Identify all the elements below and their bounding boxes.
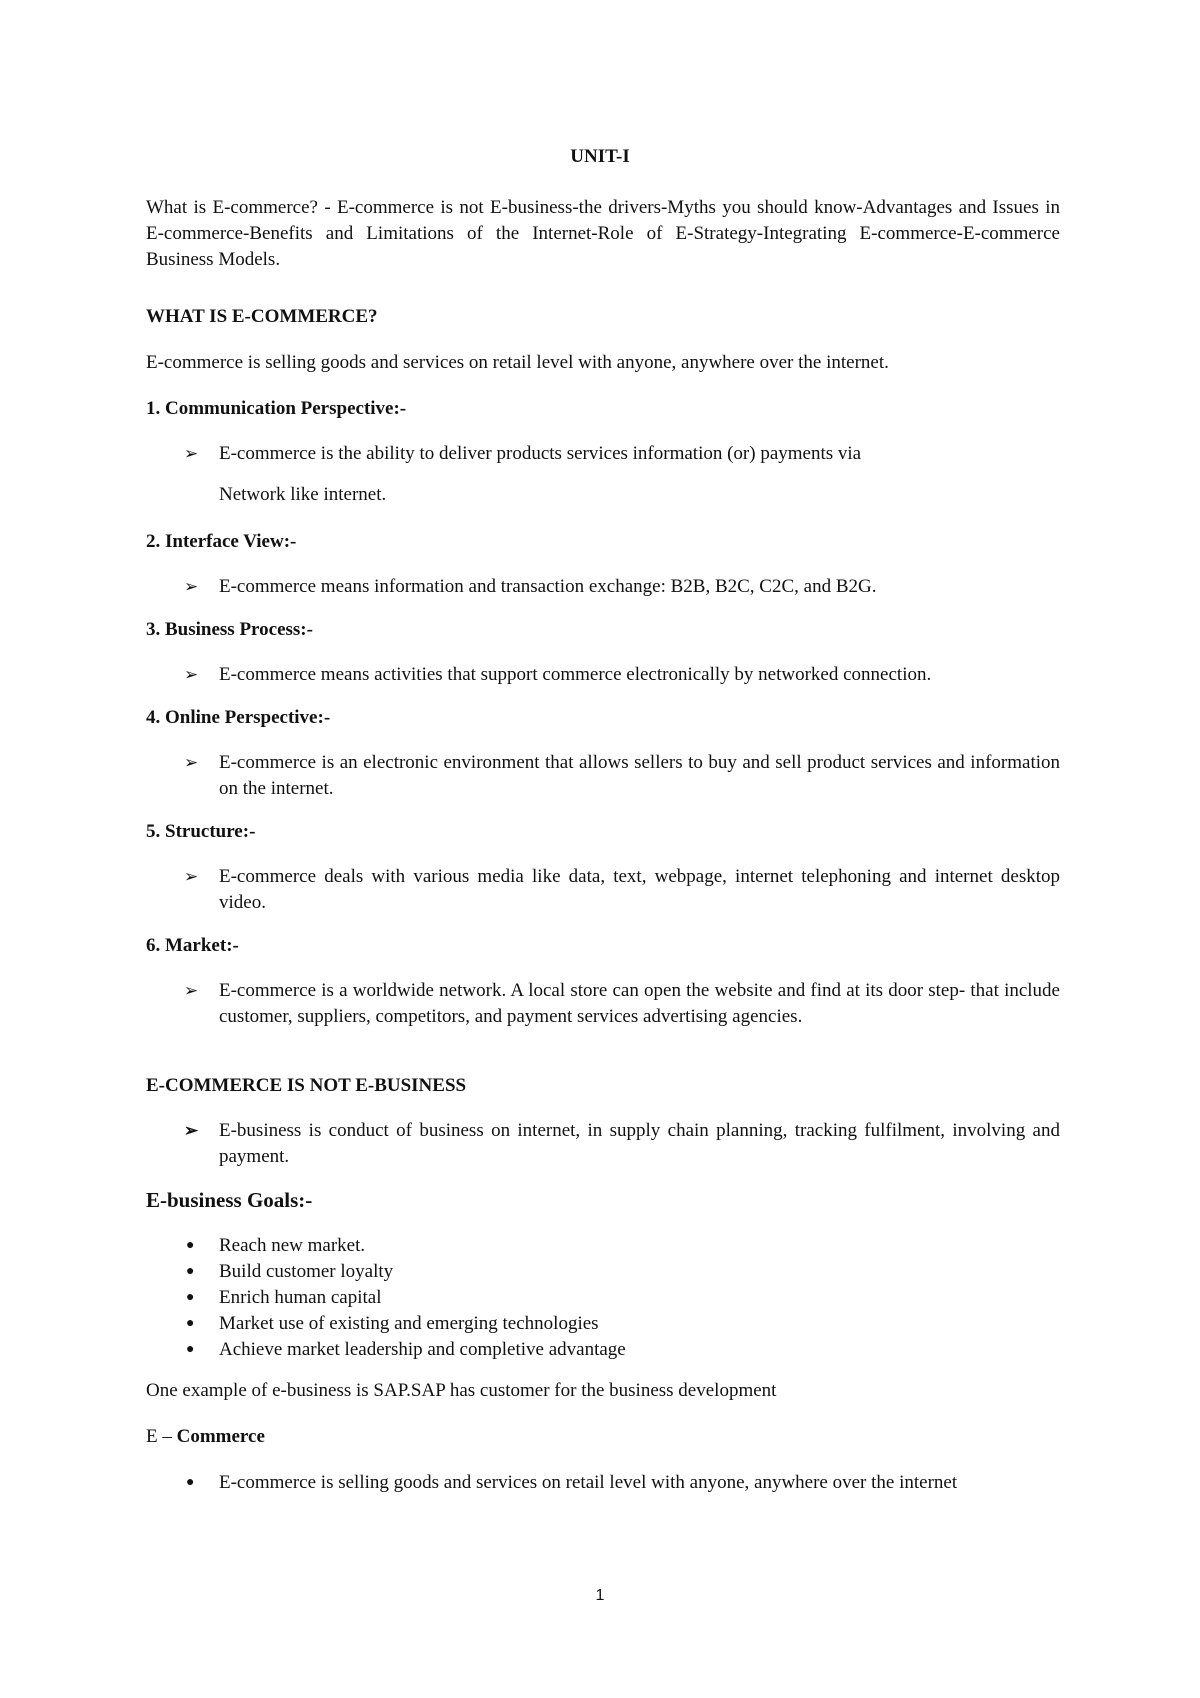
dot-bullet-icon: ● bbox=[186, 1342, 195, 1357]
heading-market: 6. Market:- bbox=[146, 935, 239, 956]
business-process-bullet: E-commerce means activities that support commerce electronically by networked connection. bbox=[219, 664, 932, 685]
heading-e-commerce-bold: Commerce bbox=[176, 1426, 265, 1447]
ebusiness-bullet: E-business is conduct of business on internet, in supply chain planning, tracking fulfilment, involving and payment. bbox=[219, 1120, 1060, 1167]
goal-item: Enrich human capital bbox=[219, 1287, 382, 1308]
page-number: 1 bbox=[595, 1587, 605, 1604]
structure-bullet: E-commerce deals with various media like data, text, webpage, internet telephoning and internet desktop video. bbox=[219, 866, 1060, 913]
dot-bullet-icon: ● bbox=[186, 1475, 195, 1490]
heading-communication-perspective: 1. Communication Perspective:- bbox=[146, 398, 407, 419]
goal-item: Achieve market leadership and completive advantage bbox=[219, 1339, 626, 1360]
goal-item: Reach new market. bbox=[219, 1235, 366, 1256]
sap-example-paragraph: One example of e-business is SAP.SAP has customer for the business development bbox=[146, 1380, 777, 1401]
dot-bullet-icon: ● bbox=[186, 1238, 195, 1253]
communication-bullet-line-2: Network like internet. bbox=[219, 484, 387, 505]
heading-ecommerce-not-ebusiness: E-COMMERCE IS NOT E-BUSINESS bbox=[146, 1075, 467, 1096]
arrow-bullet-icon: ➢ bbox=[184, 981, 199, 1000]
dot-bullet-icon: ● bbox=[186, 1264, 195, 1279]
communication-bullet-line-1: E-commerce is the ability to deliver products services information (or) payments via bbox=[219, 443, 862, 464]
heading-online-perspective: 4. Online Perspective:- bbox=[146, 707, 331, 728]
heading-business-process: 3. Business Process:- bbox=[146, 619, 313, 640]
dot-bullet-icon: ● bbox=[186, 1290, 195, 1305]
dot-bullet-icon: ● bbox=[186, 1316, 195, 1331]
heading-ebusiness-goals: E-business Goals:- bbox=[146, 1188, 313, 1212]
heading-structure: 5. Structure:- bbox=[146, 821, 256, 842]
arrow-bullet-icon: ➢ bbox=[184, 753, 199, 772]
online-perspective-bullet: E-commerce is an electronic environment that allows sellers to buy and sell product services and information on the internet. bbox=[219, 752, 1060, 799]
heading-interface-view: 2. Interface View:- bbox=[146, 531, 297, 552]
heading-e-commerce-prefix: E – bbox=[146, 1426, 177, 1447]
arrow-bullet-icon: ➢ bbox=[184, 1121, 199, 1140]
arrow-bullet-icon: ➢ bbox=[184, 867, 199, 886]
intro-paragraph: What is E-commerce? - E-commerce is not E-business-the drivers-Myths you should know-Advantages and Issues in E-commerce-Benefits and Limitations of the Internet-Role of E-Strategy-Integrating E-commerce-E-commerce Business Models. bbox=[146, 197, 1060, 270]
arrow-bullet-icon: ➢ bbox=[184, 444, 199, 463]
arrow-bullet-icon: ➢ bbox=[184, 665, 199, 684]
definition-paragraph: E-commerce is selling goods and services on retail level with anyone, anywhere over the internet. bbox=[146, 352, 889, 373]
page-title: UNIT-I bbox=[570, 146, 630, 167]
ecommerce-bullet: E-commerce is selling goods and services on retail level with anyone, anywhere over the internet bbox=[219, 1472, 958, 1493]
goal-item: Market use of existing and emerging technologies bbox=[219, 1313, 599, 1334]
heading-e-commerce bbox=[146, 1424, 1060, 1450]
heading-what-is-ecommerce: WHAT IS E-COMMERCE? bbox=[146, 306, 378, 327]
interface-bullet: E-commerce means information and transaction exchange: B2B, B2C, C2C, and B2G. bbox=[219, 576, 877, 597]
market-bullet: E-commerce is a worldwide network. A local store can open the website and find at its door step- that include customer, suppliers, competitors, and payment services advertising agencies. bbox=[219, 980, 1060, 1027]
arrow-bullet-icon: ➢ bbox=[184, 577, 199, 596]
goal-item: Build customer loyalty bbox=[219, 1261, 394, 1282]
